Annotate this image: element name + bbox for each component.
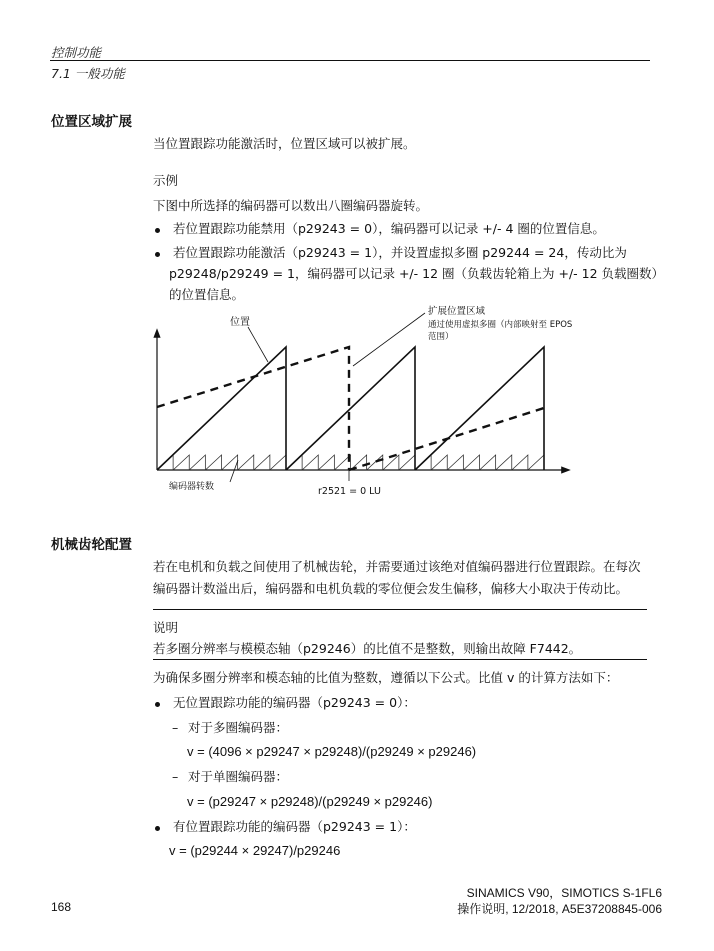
bullet-icon	[155, 826, 160, 831]
example-text: 下图中所选择的编码器可以数出八圈编码器旋转。	[153, 198, 429, 213]
encoder-tooth	[238, 455, 254, 470]
encoder-tooth	[399, 455, 415, 470]
label-encoder-revs: 编码器转数	[169, 482, 215, 492]
page-number: 168	[51, 900, 72, 914]
multi-turn-formula: v = (4096 × p29247 × p29248)/(p29249 × p29246)	[187, 744, 477, 759]
bullet-icon	[155, 702, 160, 707]
example-title: 示例	[153, 173, 179, 188]
note-title: 说明	[153, 620, 179, 635]
label-extended-line-1: 扩展位置区域	[428, 306, 486, 317]
encoder-revs-leader	[230, 460, 238, 482]
single-turn-formula: v = (p29247 × p29248)/(p29249 × p29246)	[187, 794, 433, 809]
footer-product: SINAMICS V90，SIMOTICS S-1FL6	[466, 886, 662, 900]
tracking-formula: v = (p29244 × 29247)/p29246	[169, 843, 341, 858]
position-leader	[248, 327, 268, 362]
position-ramp	[286, 347, 415, 470]
bullet-2-line-2: p29248/p29249 = 1，编码器可以记录 +/- 12 圈（负载齿轮箱上为 +/- 12 负载圈数）	[169, 266, 665, 281]
case-tracking: 有位置跟踪功能的编码器（p29243 = 1）：	[173, 819, 416, 834]
note-bottom-rule	[153, 659, 647, 660]
encoder-tooth	[512, 455, 528, 470]
bullet-2-line-1: 若位置跟踪功能激活（p29243 = 1），并设置虚拟多圈 p29244 = 24，传动比为	[173, 245, 627, 260]
extended-position-dashed-1	[157, 347, 349, 470]
gear-text-line-1: 若在电机和负载之间使用了机械齿轮，并需要通过该绝对值编码器进行位置跟踪。在每次	[153, 559, 641, 574]
section-title-gear-config: 机械齿轮配置	[51, 537, 132, 553]
single-turn-label: 对于单圈编码器：	[188, 769, 289, 784]
chapter-header: 控制功能	[51, 45, 102, 60]
label-position: 位置	[230, 317, 250, 328]
encoder-tooth	[302, 455, 318, 470]
encoder-tooth	[254, 455, 270, 470]
encoder-tooth	[189, 455, 205, 470]
encoder-tooth	[205, 455, 221, 470]
label-zero-lu: r2521 = 0 LU	[318, 486, 381, 497]
encoder-tooth	[447, 455, 463, 470]
footer-doc-info: 操作说明, 12/2018, A5E37208845-006	[457, 902, 662, 916]
encoder-tooth	[528, 455, 544, 470]
note-top-rule	[153, 609, 647, 610]
encoder-revolution-teeth	[157, 455, 544, 470]
note-text: 若多圈分辨率与模模态轴（p29246）的比值不是整数，则输出故障 F7442。	[153, 641, 582, 656]
encoder-tooth	[431, 455, 447, 470]
bullet-1-line-1: 若位置跟踪功能禁用（p29243 = 0），编码器可以记录 +/- 4 圈的位置信息。	[173, 221, 605, 236]
gear-text-line-2: 编码器计数溢出后，编码器和电机负载的零位便会发生偏移，偏移大小取决于传动比。	[153, 581, 629, 596]
position-ramp	[157, 347, 286, 470]
intro-text: 当位置跟踪功能激活时，位置区域可以被扩展。	[153, 136, 416, 151]
position-sawtooth	[157, 347, 544, 470]
encoder-tooth	[173, 455, 189, 470]
multi-turn-label: 对于多圈编码器：	[188, 720, 289, 735]
formula-intro: 为确保多圈分辨率和模态轴的比值为整数，遵循以下公式。比值 v 的计算方法如下：	[153, 670, 619, 685]
encoder-tooth	[496, 455, 512, 470]
encoder-tooth	[270, 455, 286, 470]
encoder-tooth	[463, 455, 479, 470]
encoder-tooth	[480, 455, 496, 470]
case-no-tracking: 无位置跟踪功能的编码器（p29243 = 0）：	[173, 695, 416, 710]
encoder-tooth	[318, 455, 334, 470]
dash-icon: –	[172, 720, 179, 735]
extended-position-dashed-2	[349, 408, 544, 470]
section-header: 7.1 一般功能	[51, 66, 125, 81]
section-title-position-range: 位置区域扩展	[51, 114, 132, 130]
bullet-2-line-3: 的位置信息。	[169, 287, 245, 302]
label-extended-line-3: 范围）	[428, 332, 454, 342]
label-extended-line-2: 通过使用虚拟多圈（内部映射至 EPOS	[428, 320, 573, 330]
dash-icon: –	[172, 769, 179, 784]
position-ramp	[415, 347, 544, 470]
